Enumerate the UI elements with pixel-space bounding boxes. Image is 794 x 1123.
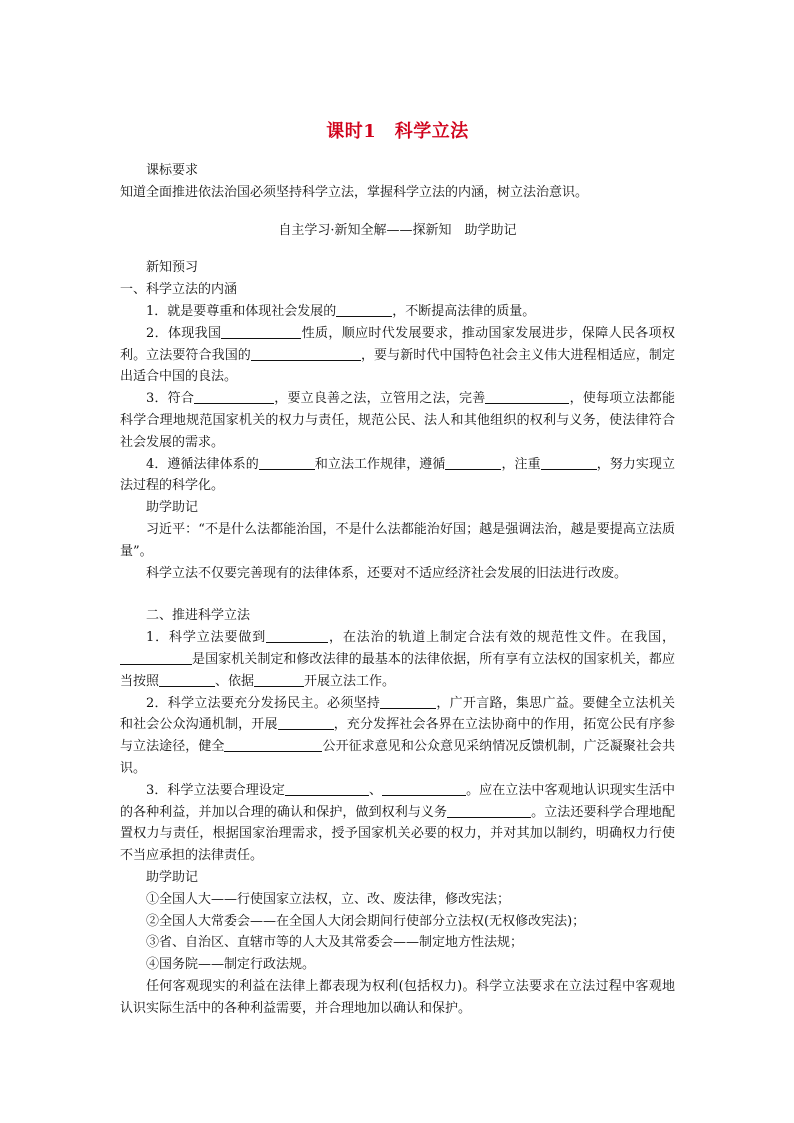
document-page	[120, 118, 675, 1019]
part1-heading: 一、科学立法的内涵	[120, 282, 238, 298]
memo2-heading: 助学助记	[146, 869, 199, 885]
fill-blank	[159, 672, 215, 687]
fill-blank	[336, 302, 392, 317]
part2-item-1: 1．科学立法要做到 ，在法治的轨道上制定合法有效的规范性文件。在我国，是国家机关制定和修改法律的最基本的法律依据，所有享有立法权的国家机关，都应当按照 、依据 开展立法工作。	[120, 630, 675, 689]
part2-item-3: 3．科学立法要合理设定 、 。应在立法中客观地认识现实生活中的各种利益，并加以合理的确认和保护，做到权利与义务 。立法还要科学合理地配置权力与责任，根据国家治理需求，授予国家机关必要的权力，并对其加以制约，明确权力行使不当应承担的法律责任。	[120, 782, 675, 864]
standard-text: 知道全面推进依法治国必须坚持科学立法，掌握科学立法的内涵，树立法治意识。	[120, 184, 589, 200]
part2-heading: 二、推进科学立法	[146, 608, 251, 624]
fill-blank	[541, 455, 597, 470]
fill-blank	[259, 455, 315, 470]
fill-blank	[485, 389, 569, 404]
memo2-item: ④国务院——制定行政法规。	[146, 957, 316, 973]
memo2-closing: 任何客观现实的利益在法律上都表现为权利(包括权力)。科学立法要求在立法过程中客观地认识实际生活中的各种利益需要，并合理地加以确认和保护。	[120, 978, 675, 1016]
memo1-note: 科学立法不仅要完善现有的法律体系，还要对不适应经济社会发展的旧法进行改废。	[146, 565, 628, 581]
part1-item-2: 2．体现我国 性质，顺应时代发展要求，推动国家发展进步，保障人民各项权利。立法要符合我国的 ，要与新时代中国特色社会主义伟大进程相适应，制定出适合中国的良法。	[120, 325, 675, 385]
memo2-item: ②全国人大常委会——在全国人大闭会期间行使部分立法权(无权修改宪法)；	[146, 913, 586, 929]
fill-blank	[380, 694, 436, 709]
memo1-quote: 习近平：“不是什么法都能治国，不是什么法都能治好国；越是强调法治，越是要提高立法质量”。	[120, 521, 675, 559]
memo2-item: ③省、自治区、直辖市等的人大及其常委会——制定地方性法规；	[146, 935, 524, 951]
fill-blank	[278, 715, 334, 730]
preview-heading: 新知预习	[146, 260, 199, 276]
section-spacer	[120, 584, 675, 605]
standard-heading: 课标要求	[146, 163, 199, 178]
part2-item-2: 2．科学立法要充分发扬民主。必须坚持 ，广开言路，集思广益。要健全立法机关和社会公众沟通机制，开展 ，充分发挥社会各界在立法协商中的作用，拓宽公民有序参与立法途径，健全 公开征求意见和公众意见采纳情况反馈机制，广泛凝聚社会共识。	[120, 695, 675, 776]
fill-blank	[251, 346, 361, 361]
section-banner: 自主学习·新知全解——探新知 助学助记	[278, 222, 517, 238]
fill-blank	[447, 803, 531, 818]
fill-blank	[382, 781, 466, 796]
memo2-item: ①全国人大——行使国家立法权，立、改、废法律，修改宪法；	[146, 891, 511, 907]
part1-item-3: 3．符合 ，要立良善之法，立管用之法，完善 ，使每项立法都能科学合理地规范国家机关的权力与责任，规范公民、法人和其他组织的权利与义务，使法律符合社会发展的需求。	[120, 391, 675, 450]
fill-blank	[445, 455, 501, 470]
fill-blank	[120, 650, 192, 665]
fill-blank	[285, 781, 369, 796]
fill-blank	[254, 672, 304, 687]
lesson-title: 课时1 科学立法	[326, 121, 469, 142]
fill-blank	[194, 389, 274, 404]
part1-item-4: 4．遵循法律体系的 和立法工作规律，遵循 ，注重 ，努力实现立法过程的科学化。	[120, 456, 675, 494]
part1-item-1: 1．就是要尊重和体现社会发展的 ，不断提高法律的质量。	[146, 303, 536, 319]
fill-blank	[224, 737, 322, 752]
memo1-heading: 助学助记	[146, 500, 199, 516]
fill-blank	[221, 324, 301, 339]
fill-blank	[266, 628, 328, 643]
